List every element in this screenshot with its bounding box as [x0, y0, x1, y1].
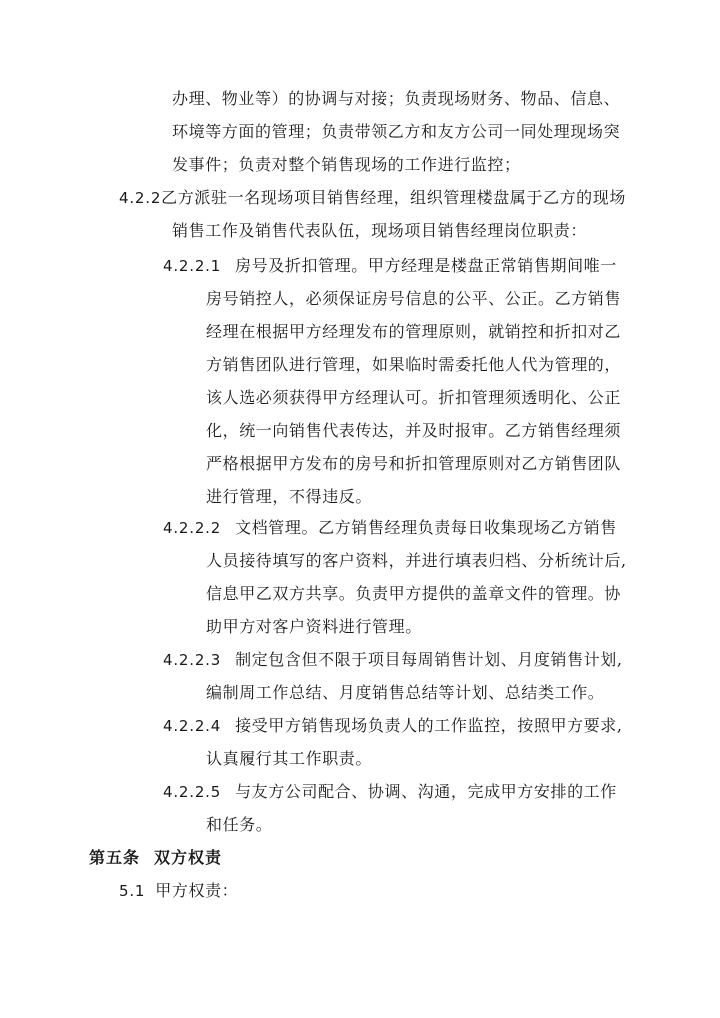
clause-text: 乙方派驻一名现场项目销售经理，组织管理楼盘属于乙方的现场: [161, 188, 626, 207]
clause-4-2-2-1-line: 严格根据甲方发布的房号和折扣管理原则对乙方销售团队: [206, 454, 622, 473]
clause-4-2-2-2-line: 人员接待填写的客户资料，并进行填表归档、分析统计后,: [206, 551, 627, 570]
clause-number: 5.1: [119, 882, 146, 900]
clause-4-2-2-1-line: 房号销控人，必须保证房号信息的公平、公正。乙方销售: [206, 289, 622, 308]
clause-number: 4.2.2.4: [163, 717, 222, 735]
clause-4-2-2-5-line: 和任务。: [206, 815, 273, 834]
clause-4-2-2-4-line: 认真履行其工作职责。: [206, 749, 373, 768]
clause-number: 4.2.2.5: [163, 783, 222, 801]
clause-4-2-2-2-line: 信息甲乙双方共享。负责甲方提供的盖章文件的管理。协: [206, 584, 622, 603]
paragraph-line: 环境等方面的管理；负责带领乙方和友方公司一同处理现场突: [172, 122, 621, 141]
article-5-heading: [89, 848, 222, 868]
clause-4-2-2-3: [163, 650, 623, 670]
clause-4-2-2-1-line: 化，统一向销售代表传达，并及时报审。乙方销售经理须: [206, 421, 622, 440]
clause-4-2-2-2: [163, 518, 617, 538]
clause-4-2-2-5: [163, 782, 617, 802]
clause-4-2-2-2-line: 助甲方对客户资料进行管理。: [206, 617, 422, 636]
clause-4-2-2-1-line: 进行管理，不得违反。: [206, 487, 373, 506]
clause-number: 4.2.2: [119, 189, 162, 207]
clause-number: 4.2.2.1: [163, 257, 222, 275]
paragraph-line: 发事件；负责对整个销售现场的工作进行监控；: [172, 155, 521, 174]
clause-text: 房号及折扣管理。甲方经理是楼盘正常销售期间唯一: [235, 256, 617, 275]
clause-text: 甲方权责：: [155, 881, 239, 900]
article-title: 双方权责: [154, 848, 223, 867]
article-number: 第五条: [89, 848, 141, 867]
clause-4-2-2-1: [163, 256, 617, 276]
clause-4-2-2: [119, 188, 626, 208]
clause-4-2-2-1-line: 方销售团队进行管理，如果临时需委托他人代为管理的，: [206, 355, 622, 374]
clause-text: 制定包含但不限于项目每周销售计划、月度销售计划,: [235, 650, 623, 669]
clause-4-2-2-1-line: 经理在根据甲方经理发布的管理原则，就销控和折扣对乙: [206, 322, 622, 341]
clause-4-2-2-4: [163, 716, 623, 736]
paragraph-line: 办理、物业等）的协调与对接；负责现场财务、物品、信息、: [172, 89, 621, 108]
clause-text: 接受甲方销售现场负责人的工作监控，按照甲方要求,: [235, 716, 623, 735]
clause-number: 4.2.2.2: [163, 519, 222, 537]
clause-5-1: [119, 881, 238, 901]
clause-4-2-2-line: 销售工作及销售代表队伍，现场项目销售经理岗位职责：: [172, 221, 588, 240]
clause-number: 4.2.2.3: [163, 651, 222, 669]
clause-4-2-2-1-line: 该人选必须获得甲方经理认可。折扣管理须透明化、公正: [206, 388, 622, 407]
clause-text: 与友方公司配合、协调、沟通，完成甲方安排的工作: [235, 782, 617, 801]
clause-text: 文档管理。乙方销售经理负责每日收集现场乙方销售: [235, 518, 617, 537]
clause-4-2-2-3-line: 编制周工作总结、月度销售总结等计划、总结类工作。: [206, 683, 605, 702]
